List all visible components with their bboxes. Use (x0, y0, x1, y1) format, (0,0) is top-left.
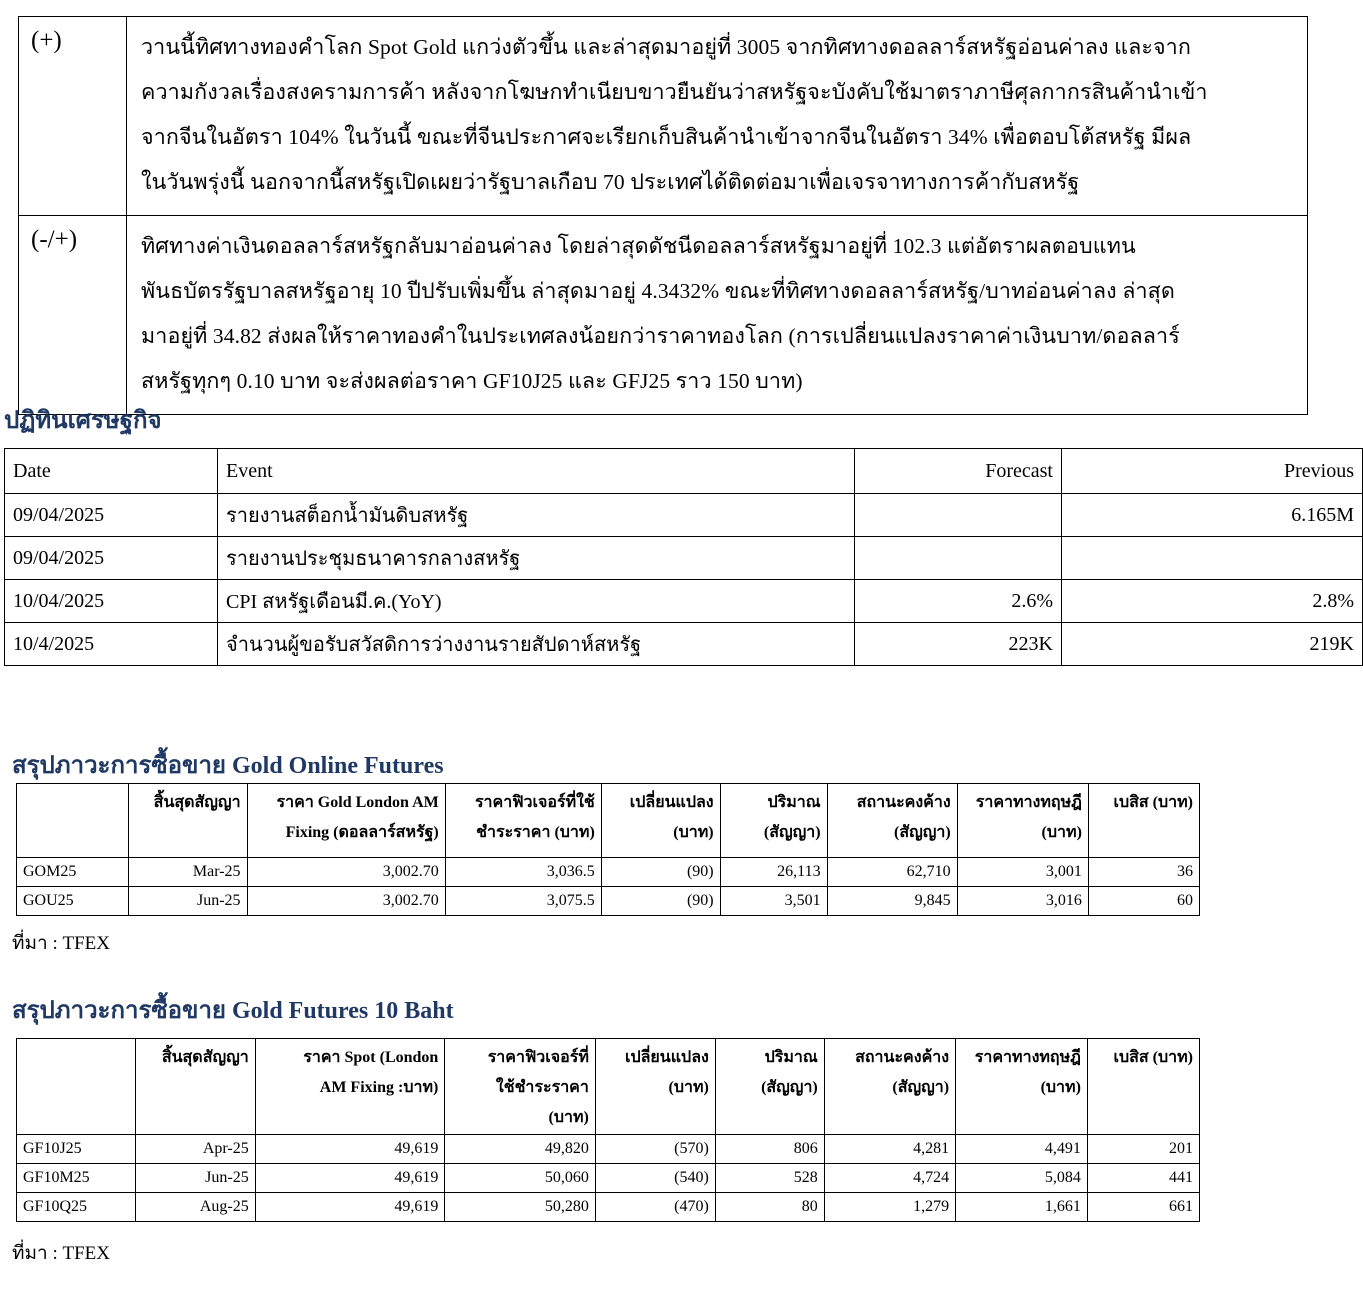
header-line: Fixing (ดอลลาร์สหรัฐ) (285, 824, 439, 841)
gold-online-futures-source: ที่มา : TFEX (12, 933, 110, 954)
commentary-line: สหรัฐทุกๆ 0.10 บาท จะส่งผลต่อราคา GF10J25 และ GFJ25 ราว 150 บาท) (141, 369, 803, 393)
cell-basis: 201 (1087, 1135, 1199, 1164)
cell-volume: 3,501 (720, 887, 827, 916)
header-line: (สัญญา) (763, 824, 821, 841)
cell-change: (470) (595, 1193, 715, 1222)
col-header-open-interest (827, 784, 957, 858)
cell-previous: 2.8% (1062, 580, 1363, 623)
commentary-sentiment-tag: (-/+) (19, 216, 127, 414)
cell-change: (540) (595, 1164, 715, 1193)
cell-open-interest: 1,279 (824, 1193, 955, 1222)
cell-spot-price: 49,619 (255, 1193, 445, 1222)
cell-date: 09/04/2025 (5, 494, 218, 537)
col-header-settlement-price (445, 1039, 596, 1135)
cell-settlement-price: 50,060 (445, 1164, 596, 1193)
cell-basis: 36 (1088, 858, 1199, 887)
cell-expiry: Apr-25 (135, 1135, 255, 1164)
cell-volume: 528 (715, 1164, 824, 1193)
col-header-spot-price (247, 784, 445, 858)
header-line: (บาท) (1041, 824, 1082, 841)
header-line: (บาท) (1040, 1079, 1081, 1096)
commentary-text (127, 216, 1307, 414)
header-line: ปริมาณ (764, 1049, 818, 1066)
cell-open-interest: 4,281 (824, 1135, 955, 1164)
header-line: ชำระราคา (บาท) (476, 824, 595, 841)
commentary-line: ทิศทางค่าเงินดอลลาร์สหรัฐกลับมาอ่อนค่าลง โดยล่าสุดดัชนีดอลลาร์สหรัฐมาอยู่ที่ 102.3 แต่อัตราผลตอบแทน (141, 234, 1136, 258)
cell-spot-price: 49,619 (255, 1164, 445, 1193)
commentary-sentiment-tag: (+) (19, 17, 127, 215)
cell-date: 10/4/2025 (5, 623, 218, 666)
table-row (17, 1164, 1200, 1193)
cell-volume: 80 (715, 1193, 824, 1222)
col-header-theoretical-price (957, 784, 1088, 858)
header-line: (บาท) (668, 1079, 709, 1096)
cell-symbol: GOM25 (17, 858, 129, 887)
cell-symbol: GOU25 (17, 887, 129, 916)
col-header-basis (1088, 784, 1199, 858)
commentary-line: มาอยู่ที่ 34.82 ส่งผลให้ราคาทองคำในประเทศลงน้อยกว่าราคาทองโลก (การเปลี่ยนแปลงราคาค่าเงินบาท/ดอลลาร์ (141, 324, 1180, 348)
cell-basis: 60 (1088, 887, 1199, 916)
gold-futures-10baht-table (16, 1038, 1200, 1222)
cell-settlement-price: 3,036.5 (445, 858, 601, 887)
cell-date: 10/04/2025 (5, 580, 218, 623)
cell-theoretical-price: 1,661 (956, 1193, 1088, 1222)
header-line: ราคา Spot (London (303, 1049, 439, 1066)
table-row (5, 623, 1363, 666)
header-line: ราคาฟิวเจอร์ที่ (487, 1049, 589, 1066)
cell-expiry: Jun-25 (135, 1164, 255, 1193)
header-line: ราคาฟิวเจอร์ที่ใช้ (474, 794, 595, 811)
col-header-change (595, 1039, 715, 1135)
economic-calendar-table (4, 448, 1363, 666)
header-line: ใช้ชำระราคา (495, 1079, 589, 1096)
commentary-line: ความกังวลเรื่องสงครามการค้า หลังจากโฆษกทำเนียบขาวยืนยันว่าสหรัฐจะบังคับใช้มาตราภาษีศุลกากรสินค้านำเข้า (141, 80, 1208, 104)
header-line: เบสิส (บาท) (1113, 1049, 1193, 1066)
cell-settlement-price: 49,820 (445, 1135, 596, 1164)
cell-settlement-price: 50,280 (445, 1193, 596, 1222)
table-row (5, 580, 1363, 623)
header-line: เบสิส (บาท) (1113, 794, 1193, 811)
cell-spot-price: 3,002.70 (247, 858, 445, 887)
gold-futures-10baht-heading: สรุปภาวะการซื้อขาย Gold Futures 10 Baht (12, 998, 454, 1024)
col-header-settlement-price (445, 784, 601, 858)
cell-previous (1062, 537, 1363, 580)
cell-date: 09/04/2025 (5, 537, 218, 580)
cell-expiry: Mar-25 (128, 858, 247, 887)
cell-theoretical-price: 3,016 (957, 887, 1088, 916)
col-header-theoretical-price (956, 1039, 1088, 1135)
table-row (17, 887, 1200, 916)
market-commentary-box (18, 16, 1308, 415)
col-header-expiry (135, 1039, 255, 1135)
cell-event: รายงานประชุมธนาคารกลางสหรัฐ (218, 537, 855, 580)
table-row (5, 537, 1363, 580)
cell-change: (90) (601, 858, 720, 887)
cell-basis: 661 (1087, 1193, 1199, 1222)
col-header-event: Event (218, 449, 855, 494)
cell-forecast: 2.6% (855, 580, 1062, 623)
header-line: ราคาทางทฤษฎี (975, 794, 1082, 811)
cell-event: CPI สหรัฐเดือนมี.ค.(YoY) (218, 580, 855, 623)
header-line: เปลี่ยนแปลง (625, 1049, 709, 1066)
col-header-expiry (128, 784, 247, 858)
gold-online-futures-heading: สรุปภาวะการซื้อขาย Gold Online Futures (12, 753, 444, 779)
cell-volume: 806 (715, 1135, 824, 1164)
commentary-line: ในวันพรุ่งนี้ นอกจากนี้สหรัฐเปิดเผยว่ารัฐบาลเกือบ 70 ประเทศได้ติดต่อมาเพื่อเจรจาทางการค้ากับสหรัฐ (141, 170, 1080, 194)
table-header-row (17, 1039, 1200, 1135)
cell-previous: 219K (1062, 623, 1363, 666)
col-header-spot-price (255, 1039, 445, 1135)
economic-calendar-heading: ปฏิทินเศรษฐกิจ (4, 408, 162, 434)
table-header-row (17, 784, 1200, 858)
header-line: ราคา Gold London AM (276, 794, 439, 811)
commentary-line: จากจีนในอัตรา 104% ในวันนี้ ขณะที่จีนประกาศจะเรียกเก็บสินค้านำเข้าจากจีนในอัตรา 34% เพื่อตอบโต้สหรัฐ มีผล (141, 125, 1192, 149)
col-header-change (601, 784, 720, 858)
col-header-previous: Previous (1062, 449, 1363, 494)
header-line: ราคาทางทฤษฎี (974, 1049, 1081, 1066)
cell-event: รายงานสต็อกน้ำมันดิบสหรัฐ (218, 494, 855, 537)
col-header-basis (1087, 1039, 1199, 1135)
header-line: สิ้นสุดสัญญา (153, 794, 241, 811)
col-header-symbol (17, 1039, 136, 1135)
col-header-date: Date (5, 449, 218, 494)
col-header-open-interest (824, 1039, 955, 1135)
cell-spot-price: 49,619 (255, 1135, 445, 1164)
cell-open-interest: 9,845 (827, 887, 957, 916)
col-header-volume (715, 1039, 824, 1135)
gold-futures-10baht-source: ที่มา : TFEX (12, 1243, 110, 1264)
cell-previous: 6.165M (1062, 494, 1363, 537)
cell-forecast (855, 537, 1062, 580)
cell-theoretical-price: 5,084 (956, 1164, 1088, 1193)
table-header-row (5, 449, 1363, 494)
cell-symbol: GF10M25 (17, 1164, 136, 1193)
header-line: ปริมาณ (767, 794, 821, 811)
header-line: AM Fixing :บาท) (319, 1079, 439, 1096)
cell-open-interest: 62,710 (827, 858, 957, 887)
cell-change: (570) (595, 1135, 715, 1164)
cell-symbol: GF10J25 (17, 1135, 136, 1164)
cell-settlement-price: 3,075.5 (445, 887, 601, 916)
table-row (17, 1135, 1200, 1164)
header-line: สถานะคงค้าง (856, 794, 951, 811)
cell-basis: 441 (1087, 1164, 1199, 1193)
cell-expiry: Aug-25 (135, 1193, 255, 1222)
table-row (17, 1193, 1200, 1222)
cell-volume: 26,113 (720, 858, 827, 887)
cell-theoretical-price: 4,491 (956, 1135, 1088, 1164)
cell-forecast (855, 494, 1062, 537)
cell-symbol: GF10Q25 (17, 1193, 136, 1222)
header-line: สิ้นสุดสัญญา (161, 1049, 249, 1066)
cell-expiry: Jun-25 (128, 887, 247, 916)
commentary-row (19, 17, 1307, 216)
header-line: (บาท) (548, 1109, 589, 1126)
col-header-symbol (17, 784, 129, 858)
commentary-row (19, 216, 1307, 414)
commentary-line: วานนี้ทิศทางทองคำโลก Spot Gold แกว่งตัวขึ้น และล่าสุดมาอยู่ที่ 3005 จากทิศทางดอลลาร์สหรัฐอ่อนค่าลง และจาก (141, 35, 1191, 59)
commentary-text (127, 17, 1307, 215)
cell-event: จำนวนผู้ขอรับสวัสดิการว่างงานรายสัปดาห์สหรัฐ (218, 623, 855, 666)
header-line: (สัญญา) (892, 1079, 950, 1096)
table-row (5, 494, 1363, 537)
header-line: (สัญญา) (761, 1079, 818, 1096)
cell-open-interest: 4,724 (824, 1164, 955, 1193)
commentary-line: พันธบัตรรัฐบาลสหรัฐอายุ 10 ปีปรับเพิ่มขึ้น ล่าสุดมาอยู่ 4.3432% ขณะที่ทิศทางดอลลาร์สหรัฐ/บาทอ่อนค่าลง ล่าสุด (141, 279, 1175, 303)
cell-change: (90) (601, 887, 720, 916)
col-header-forecast: Forecast (855, 449, 1062, 494)
table-row (17, 858, 1200, 887)
header-line: สถานะคงค้าง (855, 1049, 950, 1066)
cell-theoretical-price: 3,001 (957, 858, 1088, 887)
gold-online-futures-table (16, 783, 1200, 916)
header-line: (บาท) (673, 824, 714, 841)
cell-spot-price: 3,002.70 (247, 887, 445, 916)
cell-forecast: 223K (855, 623, 1062, 666)
header-line: (สัญญา) (894, 824, 951, 841)
header-line: เปลี่ยนแปลง (629, 794, 714, 811)
col-header-volume (720, 784, 827, 858)
